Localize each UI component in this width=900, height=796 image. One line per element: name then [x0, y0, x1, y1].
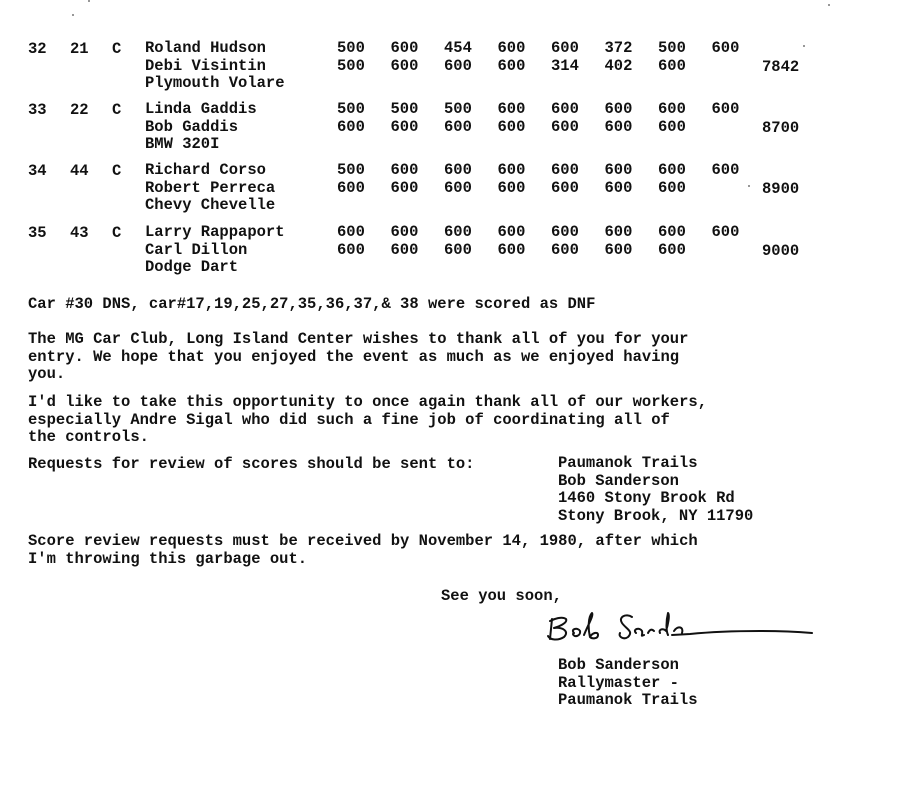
scan-speck [88, 0, 90, 2]
total-score: 9000 [762, 242, 800, 260]
leg-score: 600 [604, 178, 633, 197]
leg-score: 600 [711, 161, 740, 179]
leg-score: 402 [604, 56, 633, 75]
leg-score: 600 [444, 223, 472, 241]
leg-score: 600 [497, 178, 526, 197]
leg-score: 600 [390, 223, 419, 241]
driver-name: Roland Hudson [145, 39, 266, 57]
address-line: Bob Sanderson [558, 471, 679, 490]
leg-score: 600 [444, 56, 472, 75]
signer-organization: Paumanok Trails [558, 691, 698, 709]
leg-score: 600 [497, 223, 526, 241]
leg-score: 600 [444, 117, 472, 136]
score-row [337, 162, 765, 180]
leg-score: 600 [337, 240, 365, 259]
leg-score: 600 [390, 240, 419, 259]
car-model: Dodge Dart [145, 258, 239, 276]
score-row [337, 40, 765, 58]
result-entry [0, 224, 900, 286]
leg-score: 600 [444, 161, 472, 179]
leg-score: 500 [390, 100, 419, 118]
leg-scores [337, 224, 765, 259]
navigator-name: Debi Visintin [145, 56, 266, 75]
driver-name: Larry Rappaport [145, 223, 285, 241]
leg-score: 600 [658, 117, 686, 136]
address-line: 1460 Stony Brook Rd [558, 489, 735, 507]
leg-score: 600 [390, 56, 419, 75]
car-number: 43 [70, 224, 89, 242]
leg-score: 600 [551, 39, 579, 57]
leg-score: 600 [444, 240, 472, 259]
class-code: C [112, 40, 122, 58]
result-entry [0, 101, 900, 163]
crew-block [145, 101, 257, 154]
class-code: C [112, 101, 122, 119]
leg-score: 600 [390, 39, 419, 57]
review-address [558, 455, 753, 525]
leg-score: 600 [551, 117, 579, 136]
leg-score: 372 [604, 39, 633, 57]
leg-score: 600 [390, 161, 419, 179]
leg-score: 600 [658, 223, 686, 241]
score-row [337, 180, 765, 198]
leg-score: 500 [337, 39, 365, 57]
result-entry [0, 40, 900, 102]
total-score: 8900 [762, 180, 800, 198]
thanks-workers-paragraph: I'd like to take this opportunity to once again thank all of our workers, especially Andre Sigal who did such a fine job of coordinating all of the controls. [28, 393, 708, 446]
driver-name: Richard Corso [145, 161, 266, 179]
leg-score: 500 [658, 39, 686, 57]
address-line: Paumanok Trails [558, 454, 698, 472]
leg-score: 600 [604, 117, 633, 136]
score-row [337, 101, 765, 119]
car-model: Chevy Chevelle [145, 196, 276, 214]
car-model: Plymouth Volare [145, 74, 285, 92]
deadline-note: Score review requests must be received by November 14, 1980, after which I'm throwing this garbage out. [28, 532, 698, 568]
address-line: Stony Brook, NY 11790 [558, 506, 754, 525]
leg-score: 600 [337, 223, 365, 241]
navigator-name: Carl Dillon [145, 240, 248, 259]
leg-score: 600 [497, 100, 526, 118]
leg-score: 600 [658, 161, 686, 179]
leg-score: 600 [551, 161, 579, 179]
leg-score: 600 [390, 178, 419, 197]
driver-name: Linda Gaddis [145, 100, 257, 118]
leg-score: 600 [337, 117, 365, 136]
leg-score: 600 [497, 161, 526, 179]
scan-speck [828, 4, 830, 6]
leg-score: 500 [337, 161, 365, 179]
total-score: 7842 [762, 58, 800, 76]
signer-title: Rallymaster - [558, 673, 679, 692]
crew-block [145, 224, 285, 277]
leg-score: 314 [551, 56, 579, 75]
leg-score: 600 [658, 56, 686, 75]
car-number: 44 [70, 162, 89, 180]
leg-score: 600 [497, 117, 526, 136]
leg-score: 600 [604, 161, 633, 179]
scan-speck [72, 14, 74, 16]
leg-score: 454 [444, 39, 472, 57]
navigator-name: Bob Gaddis [145, 117, 239, 136]
navigator-name: Robert Perreca [145, 178, 276, 197]
leg-score: 600 [604, 240, 633, 259]
result-entry [0, 162, 900, 224]
leg-score: 600 [551, 178, 579, 197]
class-code: C [112, 162, 122, 180]
leg-score: 500 [337, 56, 365, 75]
leg-score: 500 [337, 100, 365, 118]
car-model: BMW 320I [145, 135, 220, 153]
leg-score: 600 [551, 100, 579, 118]
handwritten-signature [540, 603, 820, 647]
leg-score: 600 [444, 178, 472, 197]
score-row [337, 58, 765, 76]
finish-place: 33 [28, 101, 47, 119]
crew-block [145, 40, 285, 93]
leg-score: 600 [390, 117, 419, 136]
class-code: C [112, 224, 122, 242]
leg-score: 600 [337, 178, 365, 197]
car-number: 22 [70, 101, 89, 119]
leg-score: 600 [497, 56, 526, 75]
leg-score: 500 [444, 100, 472, 118]
crew-block [145, 162, 275, 215]
leg-score: 600 [658, 240, 686, 259]
score-row [337, 119, 765, 137]
leg-score: 600 [551, 223, 579, 241]
dnf-note: Car #30 DNS, car#17,19,25,27,35,36,37,& 38 were scored as DNF [28, 295, 596, 313]
signer-block [558, 657, 698, 710]
thanks-entry-paragraph: The MG Car Club, Long Island Center wishes to thank all of you for your entry. We hope that you enjoyed the event as much as we enjoyed having you. [28, 330, 689, 383]
signer-name: Bob Sanderson [558, 656, 679, 674]
finish-place: 34 [28, 162, 47, 180]
leg-scores [337, 101, 765, 136]
leg-score: 600 [551, 240, 579, 259]
score-row [337, 242, 765, 260]
leg-score: 600 [604, 223, 633, 241]
finish-place: 35 [28, 224, 47, 242]
total-score: 8700 [762, 119, 800, 137]
car-number: 21 [70, 40, 89, 58]
leg-score: 600 [711, 39, 740, 57]
leg-score: 600 [711, 223, 740, 241]
finish-place: 32 [28, 40, 47, 58]
leg-score: 600 [604, 100, 633, 118]
score-row [337, 224, 765, 242]
leg-score: 600 [497, 39, 526, 57]
leg-scores [337, 162, 765, 197]
leg-scores [337, 40, 765, 75]
leg-score: 600 [711, 100, 740, 118]
closing-line: See you soon, [441, 587, 562, 605]
review-request-label: Requests for review of scores should be sent to: [28, 455, 475, 473]
leg-score: 600 [658, 100, 686, 118]
leg-score: 600 [658, 178, 686, 197]
leg-score: 600 [497, 240, 526, 259]
